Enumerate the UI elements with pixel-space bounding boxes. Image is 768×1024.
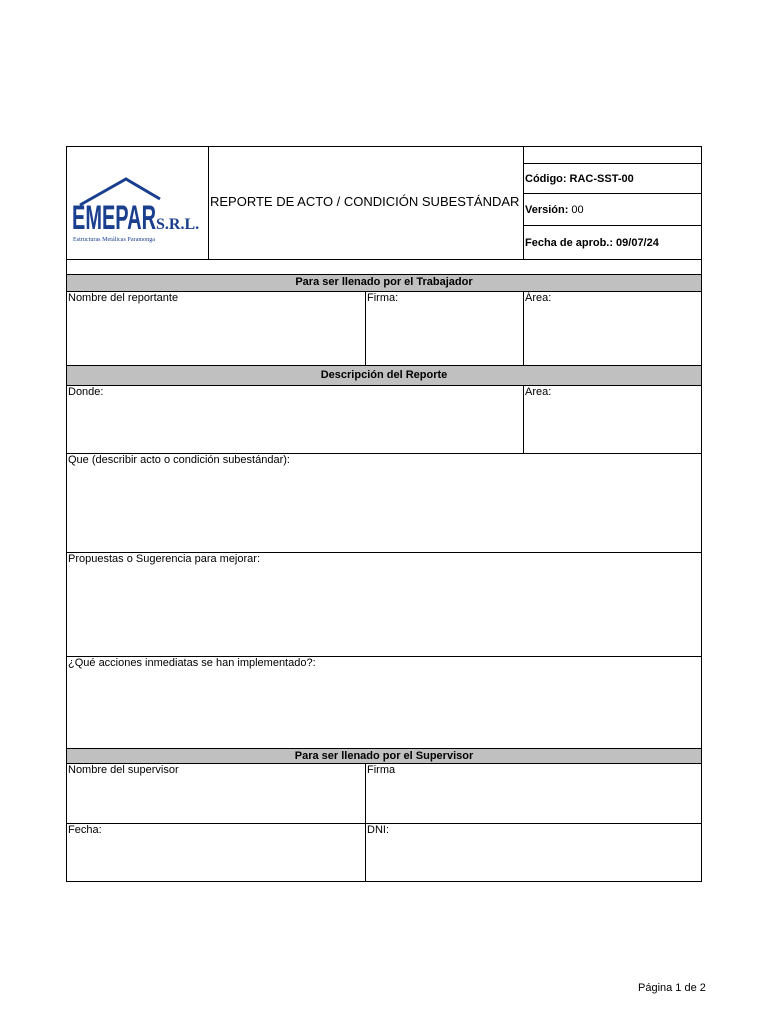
where-label: Donde:	[68, 386, 104, 398]
description-area-label: Area:	[525, 386, 552, 398]
proposals-label: Propuestas o Sugerencia para mejorar:	[68, 553, 260, 565]
actions-label: ¿Qué acciones inmediatas se han implementado?:	[68, 657, 316, 669]
codigo-label: Código:	[525, 172, 567, 185]
codigo-value: RAC-SST-00	[569, 172, 634, 185]
worker-area-label: Área:	[525, 292, 552, 304]
fecha-value: 09/07/24	[616, 236, 659, 249]
supervisor-signature-label: Firma	[367, 764, 396, 776]
supervisor-section-heading: Para ser llenado por el Supervisor	[66, 748, 702, 764]
version-row	[523, 193, 702, 226]
version-label: Versión:	[525, 203, 569, 216]
supervisor-dni-label: DNI:	[367, 824, 389, 836]
meta-top-spacer	[523, 146, 702, 164]
title-cell	[208, 146, 524, 260]
logo-suffix: S.R.L.	[156, 216, 200, 233]
what-label: Que (describir acto o condición subestándar):	[68, 454, 290, 466]
version-value: 00	[571, 203, 584, 216]
fecha-row	[523, 225, 702, 260]
supervisor-name-label: Nombre del supervisor	[68, 764, 179, 776]
description-area-field[interactable]	[523, 385, 702, 454]
supervisor-date-label: Fecha:	[68, 824, 102, 836]
description-section-heading: Descripción del Reporte	[66, 365, 702, 386]
what-field[interactable]	[66, 453, 702, 553]
page-number: Página 1 de 2	[638, 982, 706, 994]
reporter-name-field[interactable]	[66, 291, 366, 366]
report-form	[66, 146, 702, 882]
supervisor-name-field[interactable]	[66, 763, 366, 824]
worker-section-heading: Para ser llenado por el Trabajador	[66, 274, 702, 292]
logo-cell	[66, 146, 209, 260]
proposals-field[interactable]	[66, 552, 702, 657]
logo-name: EMEPAR	[72, 199, 156, 237]
worker-signature-label: Firma:	[367, 292, 399, 304]
page-title: REPORTE DE ACTO / CONDICIÓN SUBESTÁNDAR	[210, 194, 520, 209]
supervisor-dni-field[interactable]	[365, 823, 702, 882]
reporter-name-label: Nombre del reportante	[68, 292, 179, 304]
emepar-logo	[70, 175, 200, 255]
fecha-label: Fecha de aprob.:	[525, 236, 614, 249]
worker-signature-field[interactable]	[365, 291, 524, 366]
supervisor-signature-field[interactable]	[365, 763, 702, 824]
logo-tagline: Estructuras Metálicas Paramonga	[73, 237, 156, 243]
actions-field[interactable]	[66, 656, 702, 749]
where-field[interactable]	[66, 385, 524, 454]
worker-area-field[interactable]	[523, 291, 702, 366]
supervisor-date-field[interactable]	[66, 823, 366, 882]
header-spacer-row	[66, 259, 702, 275]
codigo-row	[523, 163, 702, 194]
